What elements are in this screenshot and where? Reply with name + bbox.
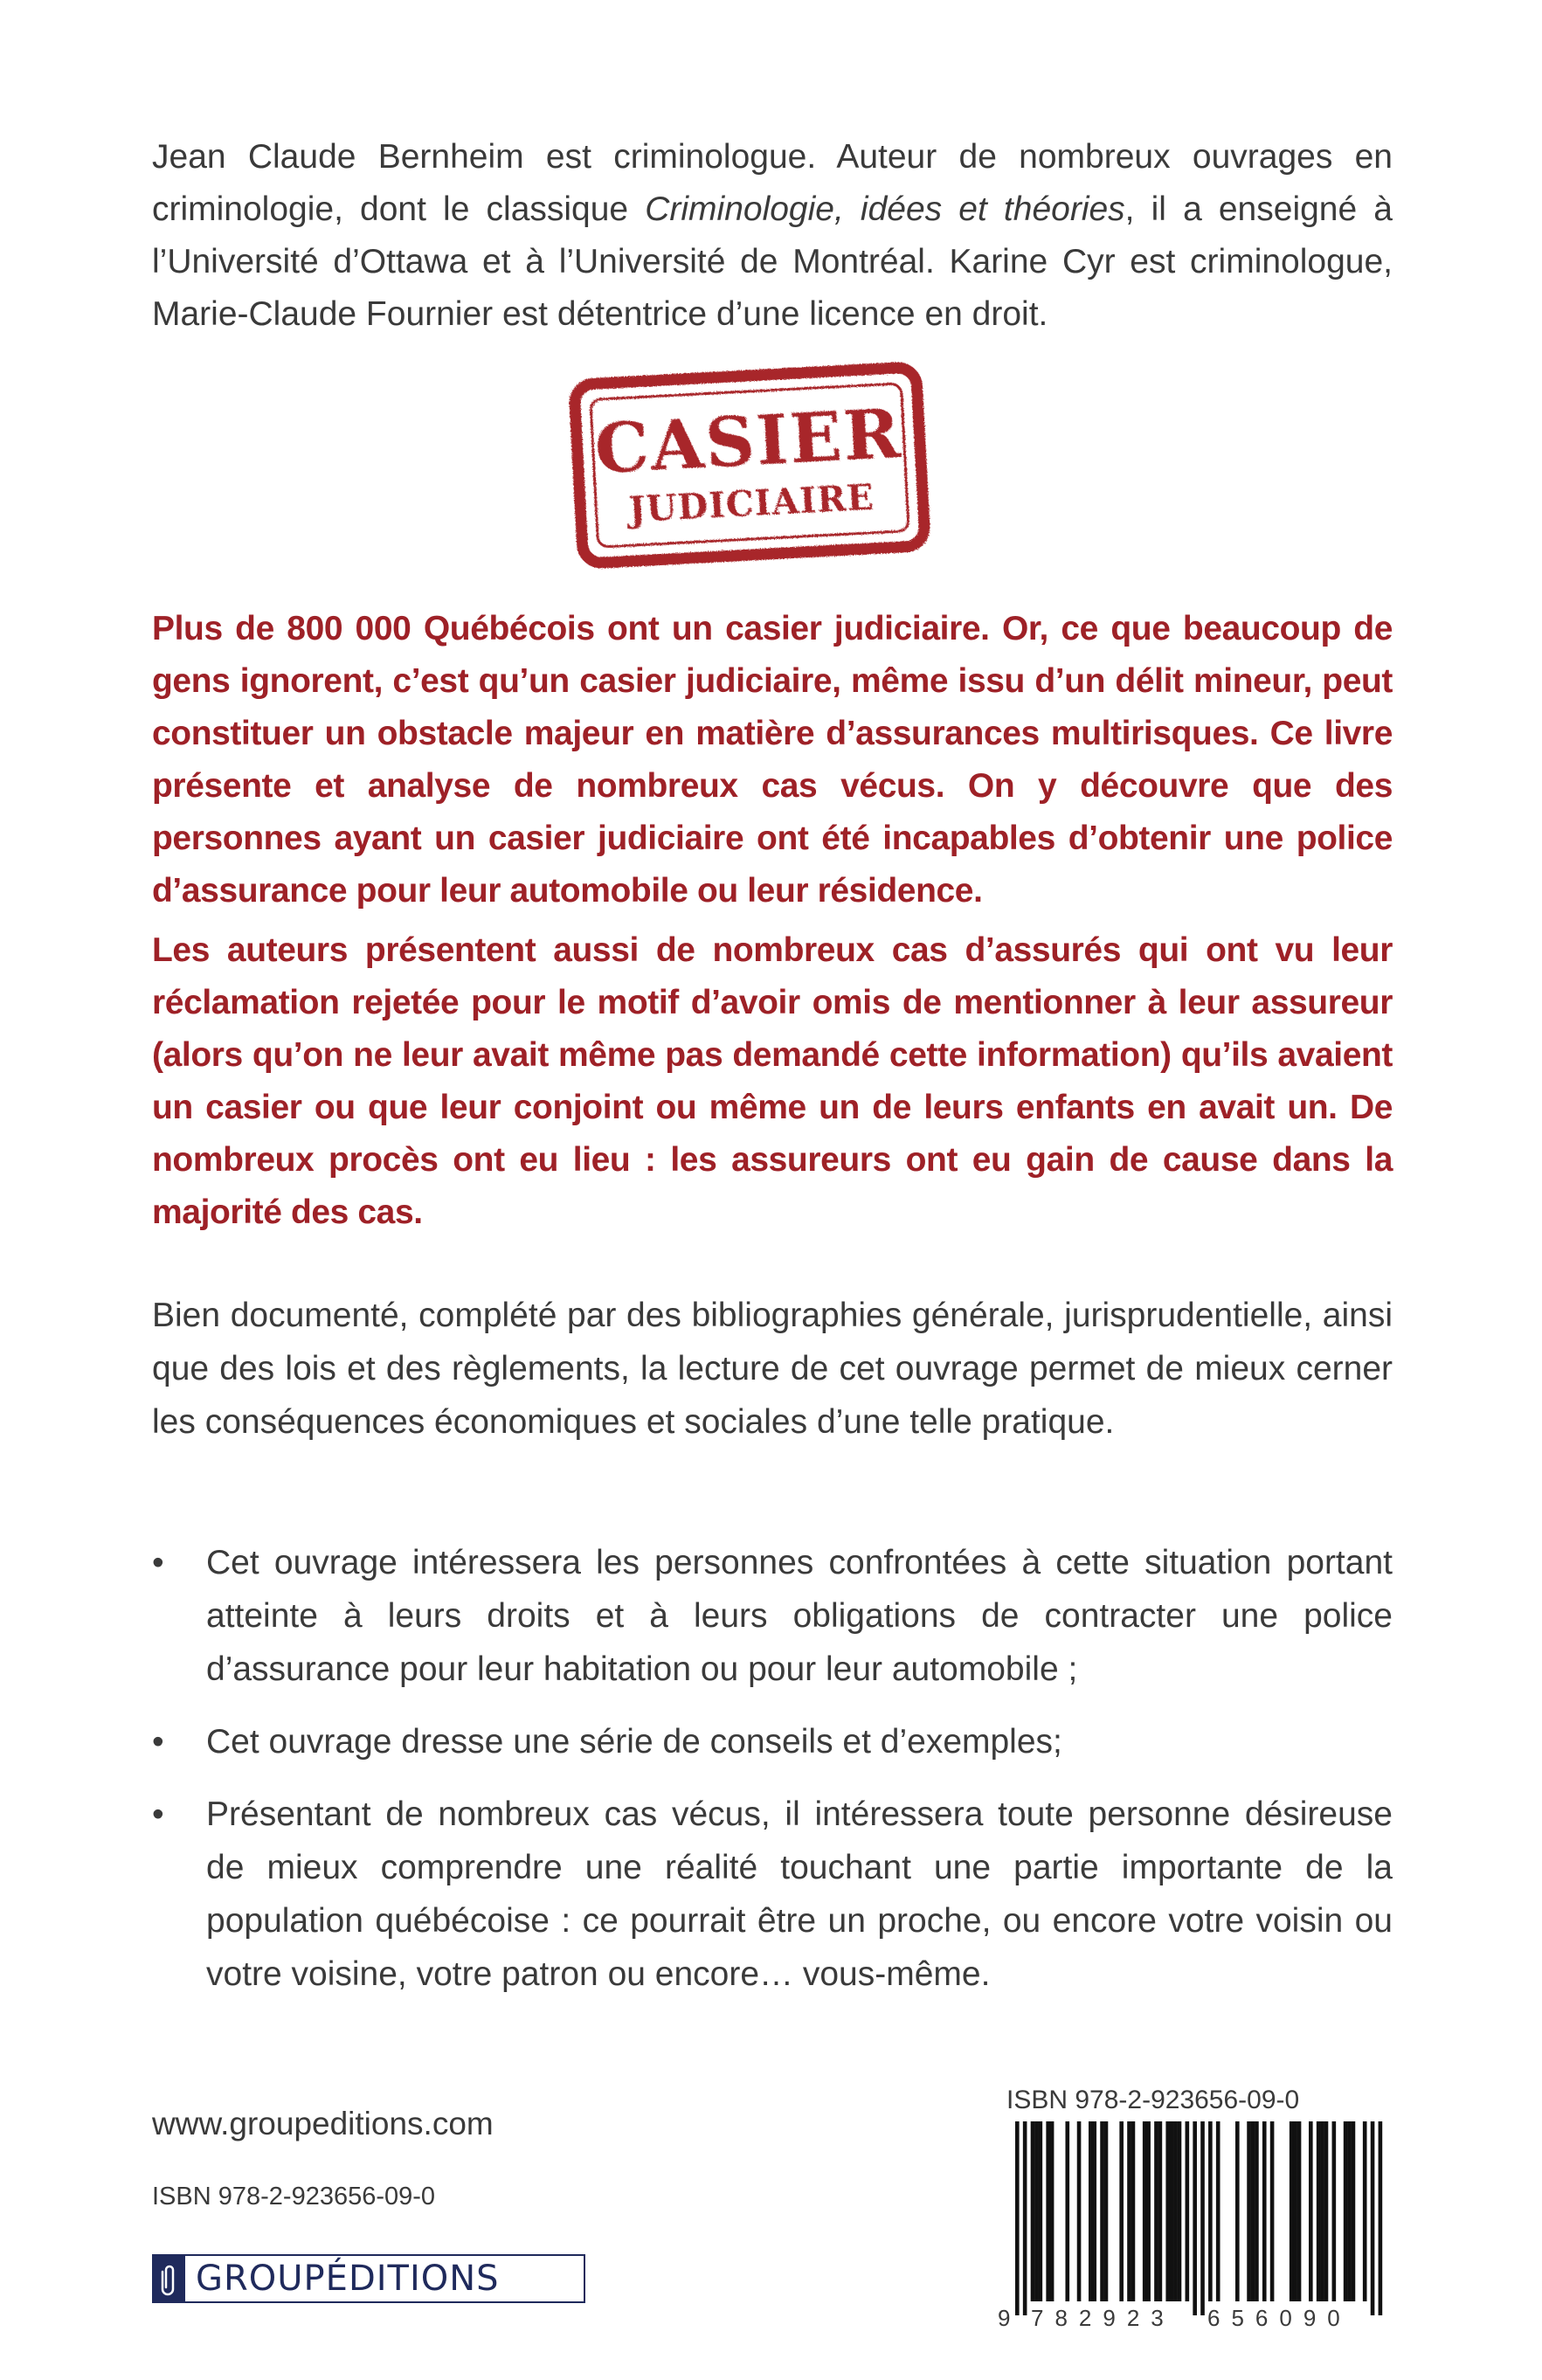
isbn-barcode [998, 2121, 1391, 2322]
barcode-bar [1065, 2121, 1069, 2301]
barcode-bar [1100, 2121, 1104, 2301]
barcode-bar [1050, 2121, 1055, 2301]
barcode-bar [1127, 2121, 1131, 2301]
barcode-bar [1320, 2121, 1324, 2301]
barcode-bar [1247, 2121, 1251, 2301]
book-title: Criminologie, idées et théories [645, 190, 1125, 228]
barcode-bar [1216, 2121, 1220, 2301]
barcode-bar [1023, 2121, 1027, 2315]
barcode-bar [1270, 2121, 1275, 2301]
barcode-bar [1046, 2121, 1050, 2301]
barcode-bar [1131, 2121, 1136, 2301]
barcode-bar [1379, 2121, 1383, 2315]
barcode-bar [1092, 2121, 1096, 2301]
bullet-marker: • [152, 1795, 164, 1833]
barcode-isbn-label: ISBN 978-2-923656-09-0 [1006, 2086, 1300, 2114]
barcode-bar [1104, 2121, 1109, 2301]
barcode-bar [1251, 2121, 1255, 2301]
barcode-bar [1352, 2121, 1356, 2301]
author-bio-text-2: , il a enseigné à l’Université d’Ottawa et à l’Université de Montréal. Karine Cyr est criminologue, Marie-Claude Fournier est détentrice d’une licence en droit. [152, 190, 1393, 333]
barcode-bar [1178, 2121, 1182, 2301]
barcode-bar [1170, 2121, 1174, 2301]
barcode-bar [1089, 2121, 1093, 2301]
barcode-bar [1235, 2121, 1240, 2301]
bullet-text: Cet ouvrage intéressera les personnes confrontées à cette situation portant atteinte à leurs droits et à leurs obligations de contracter une police d’assurance pour leur habitation ou pour leur automobile ; [206, 1544, 1393, 1688]
barcode-digit-first: 9 [998, 2305, 1011, 2331]
casier-judiciaire-stamp [564, 357, 934, 572]
barcode-bar [1317, 2121, 1321, 2301]
barcode-bar [1332, 2121, 1337, 2301]
barcode-digits [998, 2305, 1391, 2340]
bullet-marker: • [152, 1723, 164, 1761]
publisher-logo [152, 2254, 585, 2303]
author-bio [152, 131, 1393, 341]
barcode-bar [1208, 2121, 1213, 2301]
barcode-bar [1143, 2121, 1147, 2301]
blurb-paragraph-1: Plus de 800 000 Québécois ont un casier judiciaire. Or, ce que beaucoup de gens ignorent, c’est qu’un casier judiciaire, même issu d’un délit mineur, peut constituer un obstacle majeur en matière d’assurances multirisques. Ce livre présente et analyse de nombreux cas vécus. On y découvre que des personnes ayant un casier judiciaire ont été incapables d’obtenir une police d’assurance pour leur automobile ou leur résidence. [152, 610, 1393, 910]
barcode-bar [1119, 2121, 1124, 2301]
bullet-text: Présentant de nombreux cas vécus, il intéressera toute personne désireuse de mieux comprendre une réalité touchant une partie importante de la population québécoise : ce pourrait être un proche, ou encore votre voisin ou votre voisine, votre patron ou encore… vous-même. [206, 1795, 1393, 1993]
barcode-bar [1262, 2121, 1267, 2301]
bullet-marker: • [152, 1544, 164, 1581]
barcode-bar [1363, 2121, 1367, 2301]
author-bio-text-1: Jean Claude Bernheim est criminologue. Auteur de nombreux ouvrages en criminologie, dont le classique [152, 138, 1393, 228]
barcode-bar [1186, 2121, 1190, 2301]
stamp-line-2: JUDICIAIRE [627, 476, 875, 531]
barcode-bar [1077, 2121, 1082, 2301]
publisher-website: www.groupeditions.com [152, 2106, 494, 2141]
barcode-bar [1297, 2121, 1302, 2301]
barcode-bar [1015, 2121, 1020, 2315]
bullet-text: Cet ouvrage dresse une série de conseils et d’exemples; [206, 1723, 1062, 1761]
barcode-bar [1309, 2121, 1313, 2301]
barcode-bar [1290, 2121, 1294, 2301]
barcode-bar [1200, 2121, 1205, 2315]
summary-paragraph: Bien documenté, complété par des bibliographies générale, jurisprudentielle, ainsi que des lois et des règlements, la lecture de cet ouvrage permet de mieux cerner les conséquences économiques et sociales d’une telle pratique. [152, 1297, 1393, 1441]
barcode-bar [1165, 2121, 1170, 2301]
blurb-paragraph-2: Les auteurs présentent aussi de nombreux cas d’assurés qui ont vu leur réclamation rejetée pour le motif d’avoir omis de mentionner à leur assureur (alors qu’on ne leur avait même pas demandé cette information) qu’ils avaient un casier ou que leur conjoint ou même un de leurs enfants en avait un. De nombreux procès ont eu lieu : les assureurs ont eu gain de cause dans la majorité des cas. [152, 931, 1393, 1231]
barcode-bar [1031, 2121, 1035, 2301]
paperclip-icon [154, 2256, 185, 2301]
barcode-bar [1193, 2121, 1197, 2315]
barcode-bar [1034, 2121, 1039, 2301]
list-item [152, 1788, 1393, 2001]
barcode-bar [1039, 2121, 1043, 2301]
barcode-bar [1158, 2121, 1163, 2301]
list-item [152, 1536, 1393, 1696]
barcode-bar [1344, 2121, 1348, 2301]
barcode-bar [1255, 2121, 1259, 2301]
barcode-digits-left: 782923 [1031, 2305, 1175, 2331]
list-item [152, 1715, 1393, 1768]
barcode-digits-right: 656090 [1207, 2305, 1352, 2331]
barcode-bar [1347, 2121, 1352, 2301]
barcode-bar [1293, 2121, 1297, 2301]
barcode-bar [1173, 2121, 1178, 2301]
stamp-line-1: CASIER [592, 393, 904, 490]
barcode-bar [1146, 2121, 1151, 2301]
barcode-bar [1154, 2121, 1158, 2301]
barcode-bar [1371, 2121, 1375, 2315]
publisher-name: GROUPÉDITIONS [196, 2259, 500, 2299]
isbn-text: ISBN 978-2-923656-09-0 [152, 2183, 436, 2210]
barcode-bar [1324, 2121, 1329, 2301]
bullet-list [152, 1536, 1393, 2020]
